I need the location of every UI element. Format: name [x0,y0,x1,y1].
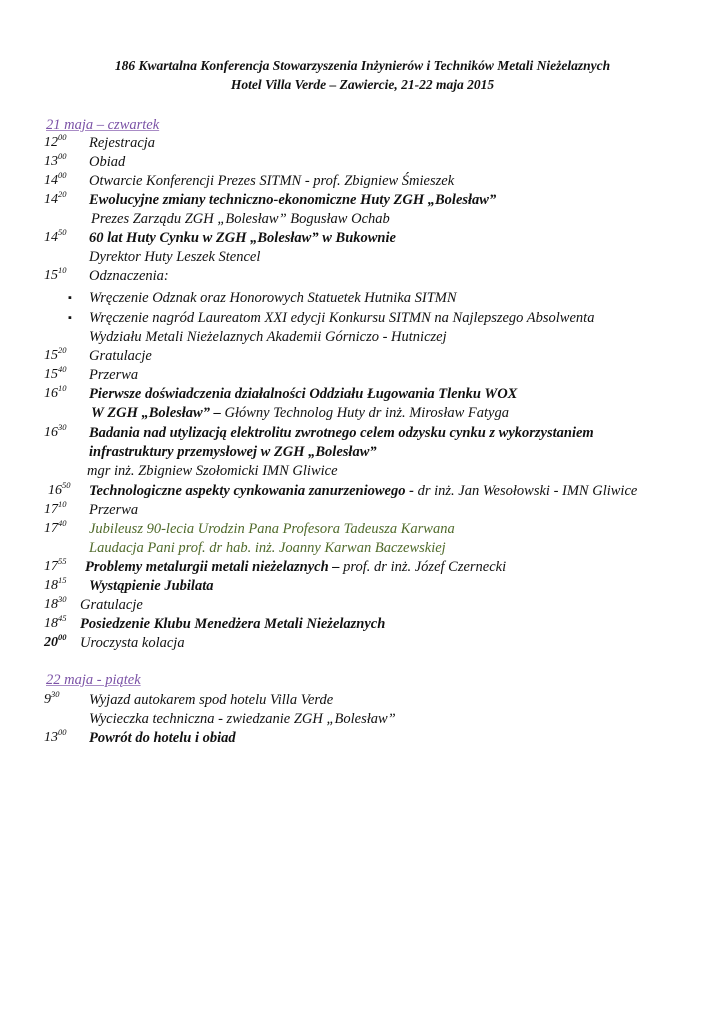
agenda-text: Rejestracja [89,135,156,151]
agenda-text: 60 lat Huty Cynku w ZGH „Bolesław” w Bukownie [89,230,396,246]
conference-venue: Hotel Villa Verde – Zawiercie, 21-22 maja 2015 [230,77,495,92]
agenda-time: $14^{00}$ [44,170,67,188]
agenda-time: $17^{10}$ [44,499,67,517]
conference-title: 186 Kwartalna Konferencja Stowarzyszenia Inżynierów i Techników Metali Nieżelaznych [114,58,611,73]
agenda-text: Pierwsze doświadczenia działalności Oddziału Ługowania Tlenku WOX [89,386,518,402]
agenda-time: $15^{10}$ [44,265,67,283]
agenda-text: Przerwa [89,502,139,518]
agenda-text: Wyjazd autokarem spod hotelu Villa Verde [89,692,334,708]
agenda-text: Odznaczenia: [89,268,169,284]
agenda-subtext: Wycieczka techniczna - zwiedzanie ZGH „Bolesław” [89,711,396,727]
agenda-subtext-bold: W ZGH „Bolesław” – [91,405,221,421]
agenda-subtext: Wydziału Metali Nieżelaznych Akademii Górniczo - Hutniczej [89,329,447,345]
jubilee-title: Jubileusz 90-lecia Urodzin Pana Profesora Tadeusza Karwana [89,521,455,537]
agenda-speaker: Prezes Zarządu ZGH „Bolesław” Bogusław Ochab [91,211,390,227]
agenda-text: Technologiczne aspekty cynkowania zanurzeniowego - [89,483,414,499]
agenda-speaker: dr inż. Jan Wesołowski - IMN Gliwice [413,483,638,499]
agenda-time: $13^{00}$ [44,151,67,169]
agenda-text: Wręczenie Odznak oraz Honorowych Statuetek Hutnika SITMN [89,290,457,306]
agenda-speaker: prof. dr inż. Józef Czernecki [339,559,507,575]
agenda-time: $17^{40}$ [44,518,67,536]
agenda-speaker: Główny Technolog Huty dr inż. Mirosław Fatyga [220,405,509,421]
day2-heading: 22 maja - piątek [46,672,141,688]
agenda-text: Gratulacje [80,597,143,613]
day1-heading: 21 maja – czwartek [46,117,160,133]
agenda-text: Ewolucyjne zmiany techniczno-ekonomiczne Huty ZGH „Bolesław” [89,192,497,208]
bullet-icon: ▪ [68,292,72,304]
agenda-time: $18^{45}$ [44,613,67,631]
agenda-time: $15^{20}$ [44,345,67,363]
agenda-text: Uroczysta kolacja [80,635,185,651]
agenda-time: $17^{55}$ [44,556,67,574]
agenda-time: $12^{00}$ [44,132,67,150]
jubilee-laudation: Laudacja Pani prof. dr hab. inż. Joanny Karwan Baczewskiej [89,540,446,556]
bullet-icon: ▪ [68,312,72,324]
agenda-time: $18^{15}$ [44,575,67,593]
agenda-time: $9^{30}$ [44,689,60,707]
agenda-time: $13^{00}$ [44,727,67,745]
agenda-text: Otwarcie Konferencji Prezes SITMN - prof. Zbigniew Śmieszek [89,173,455,189]
agenda-text: Gratulacje [89,348,152,364]
agenda-time: $16^{30}$ [44,422,67,440]
agenda-time: $18^{30}$ [44,594,67,612]
agenda-time: $14^{20}$ [44,189,67,207]
agenda-speaker-line [91,404,509,422]
agenda-text: Powrót do hotelu i obiad [89,730,236,746]
agenda-text: Problemy metalurgii metali nieżelaznych – [85,559,340,575]
agenda-speaker: Dyrektor Huty Leszek Stencel [89,249,261,265]
agenda-text-line [85,558,506,576]
agenda-text: Wręczenie nagród Laureatom XXI edycji Konkursu SITMN na Najlepszego Absolwenta [89,310,595,326]
agenda-time: $14^{50}$ [44,227,67,245]
agenda-text: Obiad [89,154,126,170]
agenda-time: $16^{10}$ [44,383,67,401]
agenda-speaker: mgr inż. Zbigniew Szołomicki IMN Gliwice [87,463,338,479]
agenda-text: Badania nad utylizacją elektrolitu zwrotnego celem odzysku cynku z wykorzystaniem [89,425,594,441]
agenda-time: $15^{40}$ [44,364,67,382]
agenda-time: $16^{50}$ [48,480,71,498]
agenda-text-continued: infrastruktury przemysłowej w ZGH „Bolesław” [89,444,377,460]
agenda-text: Posiedzenie Klubu Menedżera Metali Nieżelaznych [80,616,386,632]
agenda-time: $20^{00}$ [44,632,67,650]
agenda-text-line [89,482,637,500]
agenda-text: Wystąpienie Jubilata [89,578,214,594]
agenda-text: Przerwa [89,367,139,383]
